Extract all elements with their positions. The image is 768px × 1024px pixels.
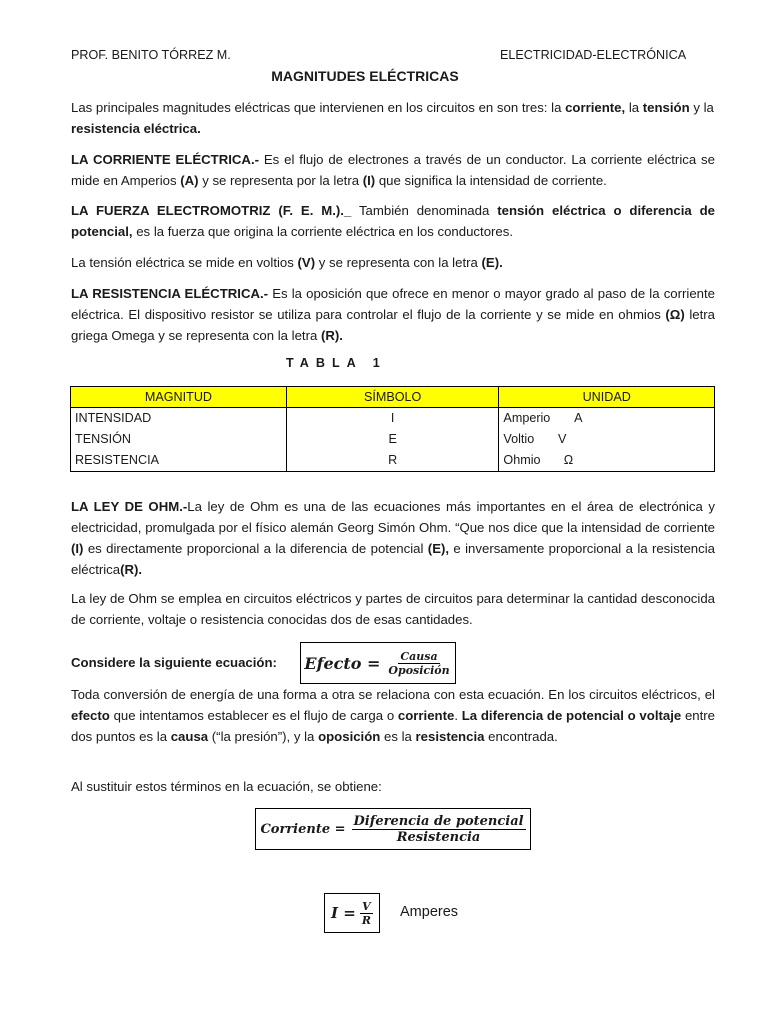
tension-paragraph: La tensión eléctrica se mide en voltios (V) y se representa con la letra (E).: [71, 255, 503, 270]
cell-unidad: [499, 450, 715, 472]
equation-efecto: [300, 642, 456, 684]
unit-symbol: A: [574, 411, 583, 425]
fem-paragraph: LA FUERZA ELECTROMOTRIZ (F. E. M.)._ También denominada tensión eléctrica o diferencia de potencial, es la fuerza que origina la corriente eléctrica en los conductores.: [71, 203, 715, 239]
cell-simbolo: R: [286, 450, 499, 472]
corriente-paragraph: LA CORRIENTE ELÉCTRICA.- Es el flujo de electrones a través de un conductor. La corriente eléctrica se mide en Amperios (A) y se representa por la letra (I) que significa la intensidad de corriente.: [71, 152, 715, 188]
cell-magnitud: RESISTENCIA: [71, 450, 287, 472]
eq3-numerator: V: [362, 899, 371, 913]
eq3-fraction: [360, 900, 373, 927]
eq1-numerator: Causa: [400, 649, 438, 663]
eq2-denominator: Resistencia: [396, 829, 481, 845]
ohm-paragraph: LA LEY DE OHM.-La ley de Ohm es una de las ecuaciones más importantes en el área de electrónica y electricidad, promulgada por el físico alemán Georg Simón Ohm. “Que nos dice que la intensidad de corriente (I) es directamente proporcional a la diferencia de potencial (E), e inversamente proporcional a la resistencia eléctrica(R).: [71, 499, 715, 577]
eq3-lhs: I =: [331, 904, 356, 922]
header-simbolo: SÍMBOLO: [286, 387, 499, 408]
unit-symbol: Ω: [563, 453, 574, 467]
eq3-denominator: R: [361, 913, 371, 927]
table-row: [71, 450, 715, 472]
eq1-fraction: [386, 650, 451, 677]
table-row: [71, 429, 715, 450]
page-title: MAGNITUDES ELÉCTRICAS: [271, 68, 459, 84]
eq2-numerator: Diferencia de potencial: [353, 813, 524, 829]
equation-corriente: [255, 808, 531, 850]
cell-unidad: [499, 408, 715, 430]
cell-magnitud: TENSIÓN: [71, 429, 287, 450]
amperes-unit: Amperes: [400, 904, 459, 920]
unit-name: Amperio: [503, 411, 551, 425]
sustituir-text: Al sustituir estos términos en la ecuación, se obtiene:: [71, 779, 382, 794]
cell-simbolo: E: [286, 429, 499, 450]
header-unidad: UNIDAD: [499, 387, 715, 408]
header-magnitud: MAGNITUD: [71, 387, 287, 408]
eq2-fraction: [352, 814, 526, 845]
intro-paragraph: Las principales magnitudes eléctricas que intervienen en los circuitos en son tres: la corriente, la tensión y la resistencia eléctrica.: [71, 100, 714, 136]
eq1-denominator: Oposición: [388, 663, 450, 677]
cell-unidad: [499, 429, 715, 450]
resistencia-paragraph: LA RESISTENCIA ELÉCTRICA.- Es la oposición que ofrece en menor o mayor grado al paso de la corriente eléctrica. El dispositivo resistor se utiliza para controlar el flujo de la corriente y se mide en ohmios (Ω) letra griega Omega y se representa con la letra (R).: [71, 286, 716, 343]
cell-magnitud: INTENSIDAD: [71, 408, 287, 430]
header-subject: ELECTRICIDAD-ELECTRÓNICA: [500, 48, 687, 62]
considere-label: Considere la siguiente ecuación:: [71, 655, 277, 670]
table-row: [71, 408, 715, 430]
table-header-row: [71, 387, 715, 408]
unit-symbol: V: [558, 432, 567, 446]
magnitudes-table: [70, 386, 715, 472]
eq1-lhs: Efecto =: [304, 653, 381, 673]
unit-name: Voltio: [503, 432, 535, 446]
unit-name: Ohmio: [503, 453, 541, 467]
table-caption: TABLA 1: [286, 356, 387, 370]
header-author: PROF. BENITO TÓRREZ M.: [71, 48, 231, 62]
conversion-paragraph: Toda conversión de energía de una forma a otra se relaciona con esta ecuación. En los circuitos eléctricos, el efecto que intentamos establecer es el flujo de carga o corriente. La diferencia de potencial o voltaje entre dos puntos es la causa (“la presión”), y la oposición es la resistencia encontrada.: [71, 687, 716, 744]
eq2-lhs: Corriente =: [260, 821, 346, 837]
equation-ohm: [324, 893, 380, 933]
ohm-usage-paragraph: La ley de Ohm se emplea en circuitos eléctricos y partes de circuitos para determinar la cantidad desconocida de corriente, voltaje o resistencia conocidas dos de esas cantidades.: [71, 591, 715, 627]
cell-simbolo: I: [286, 408, 499, 430]
